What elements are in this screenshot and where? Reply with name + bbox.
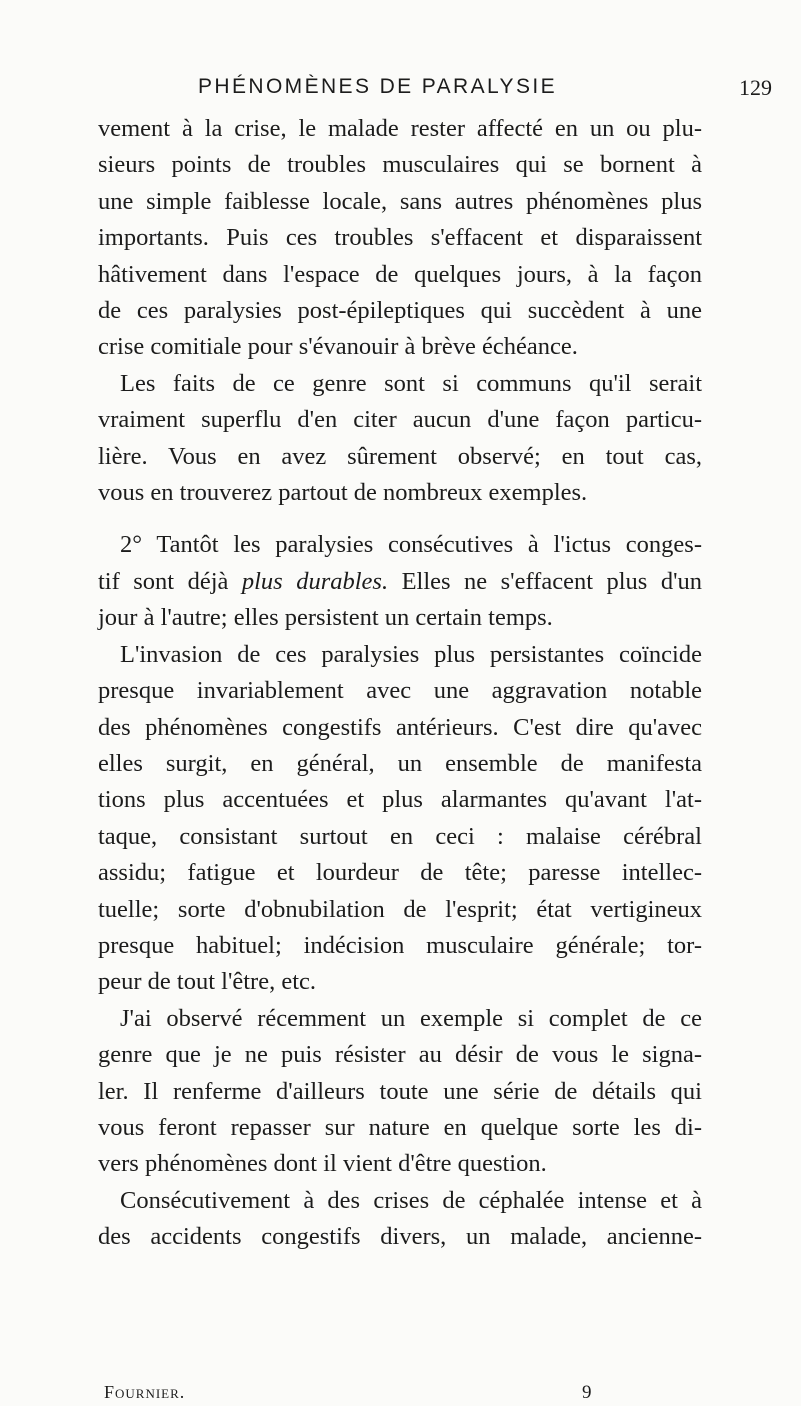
paragraph-spacer (98, 511, 702, 527)
text-line: presque habituel; indécision musculaire générale; tor- (98, 931, 702, 959)
text-line: tions plus accentuées et plus alarmantes qu'avant l'at- (98, 786, 702, 814)
text-line: sieurs points de troubles musculaires qui se bornent à (98, 151, 702, 179)
paragraph-4 (98, 637, 702, 1001)
text-line: tuelle; sorte d'obnubilation de l'esprit; état vertigineux (98, 895, 702, 923)
text-line: jour à l'autre; elles persistent un certain temps. (98, 604, 553, 632)
paragraph-5 (98, 1001, 702, 1183)
running-title: PHÉNOMÈNES DE PARALYSIE (198, 75, 558, 98)
text-line: assidu; fatigue et lourdeur de tête; paresse intellec- (98, 859, 702, 887)
text-run: tif sont déjà (98, 567, 242, 595)
text-line-with-italic (98, 564, 702, 600)
text-line: peur de tout l'être, etc. (98, 968, 317, 996)
paragraph-2 (98, 366, 702, 512)
text-line: elles surgit, en général, un ensemble de manifesta (98, 749, 702, 777)
text-line: ler. Il renferme d'ailleurs toute une série de détails qui (98, 1077, 702, 1105)
page-footer (0, 1382, 801, 1406)
text-line: vous feront repasser sur nature en quelque sorte les di- (98, 1113, 702, 1141)
text-line: 2° Tantôt les paralysies consécutives à l'ictus conges- (120, 531, 702, 559)
text-line: vers phénomènes dont il vient d'être question. (98, 1150, 547, 1178)
signature: Fournier. (104, 1382, 186, 1402)
paragraph-3 (98, 527, 702, 636)
text-line: Les faits de ce genre sont si communs qu'il serait (120, 369, 702, 397)
text-line: hâtivement dans l'espace de quelques jours, à la façon (98, 260, 702, 288)
text-line: des accidents congestifs divers, un malade, ancienne- (98, 1223, 702, 1251)
text-line: lière. Vous en avez sûrement observé; en tout cas, (98, 442, 702, 470)
text-line: genre que je ne puis résister au désir de vous le signa- (98, 1041, 702, 1069)
text-line: des phénomènes congestifs antérieurs. C'est dire qu'avec (98, 713, 702, 741)
text-line: crise comitiale pour s'évanouir à brève échéance. (98, 333, 578, 361)
text-line: de ces paralysies post-épileptiques qui succèdent à une (98, 297, 702, 325)
text-line: Consécutivement à des crises de céphalée intense et à (120, 1186, 702, 1214)
paragraph-1 (98, 111, 702, 366)
body-text (98, 111, 702, 1256)
text-line: vement à la crise, le malade rester affecté en un ou plu- (98, 115, 702, 142)
text-line: taque, consistant surtout en ceci : malaise cérébral (98, 822, 702, 850)
signature-mark: 9 (582, 1382, 592, 1403)
text-line: une simple faiblesse locale, sans autres phénomènes plus (98, 187, 702, 215)
text-line: presque invariablement avec une aggravation notable (98, 677, 702, 705)
text-line: J'ai observé récemment un exemple si complet de ce (120, 1004, 702, 1032)
text-line: vous en trouverez partout de nombreux exemples. (98, 479, 588, 507)
text-line: L'invasion de ces paralysies plus persistantes coïncide (120, 640, 702, 668)
text-line: importants. Puis ces troubles s'effacent et disparaissent (98, 224, 702, 252)
running-head (0, 75, 801, 115)
text-run: Elles ne s'effacent plus d'un (388, 567, 702, 595)
italic-emphasis: plus durables. (241, 567, 389, 595)
text-line: vraiment superflu d'en citer aucun d'une façon particu- (98, 406, 702, 434)
page-number: 129 (739, 75, 772, 100)
paragraph-6 (98, 1183, 702, 1256)
